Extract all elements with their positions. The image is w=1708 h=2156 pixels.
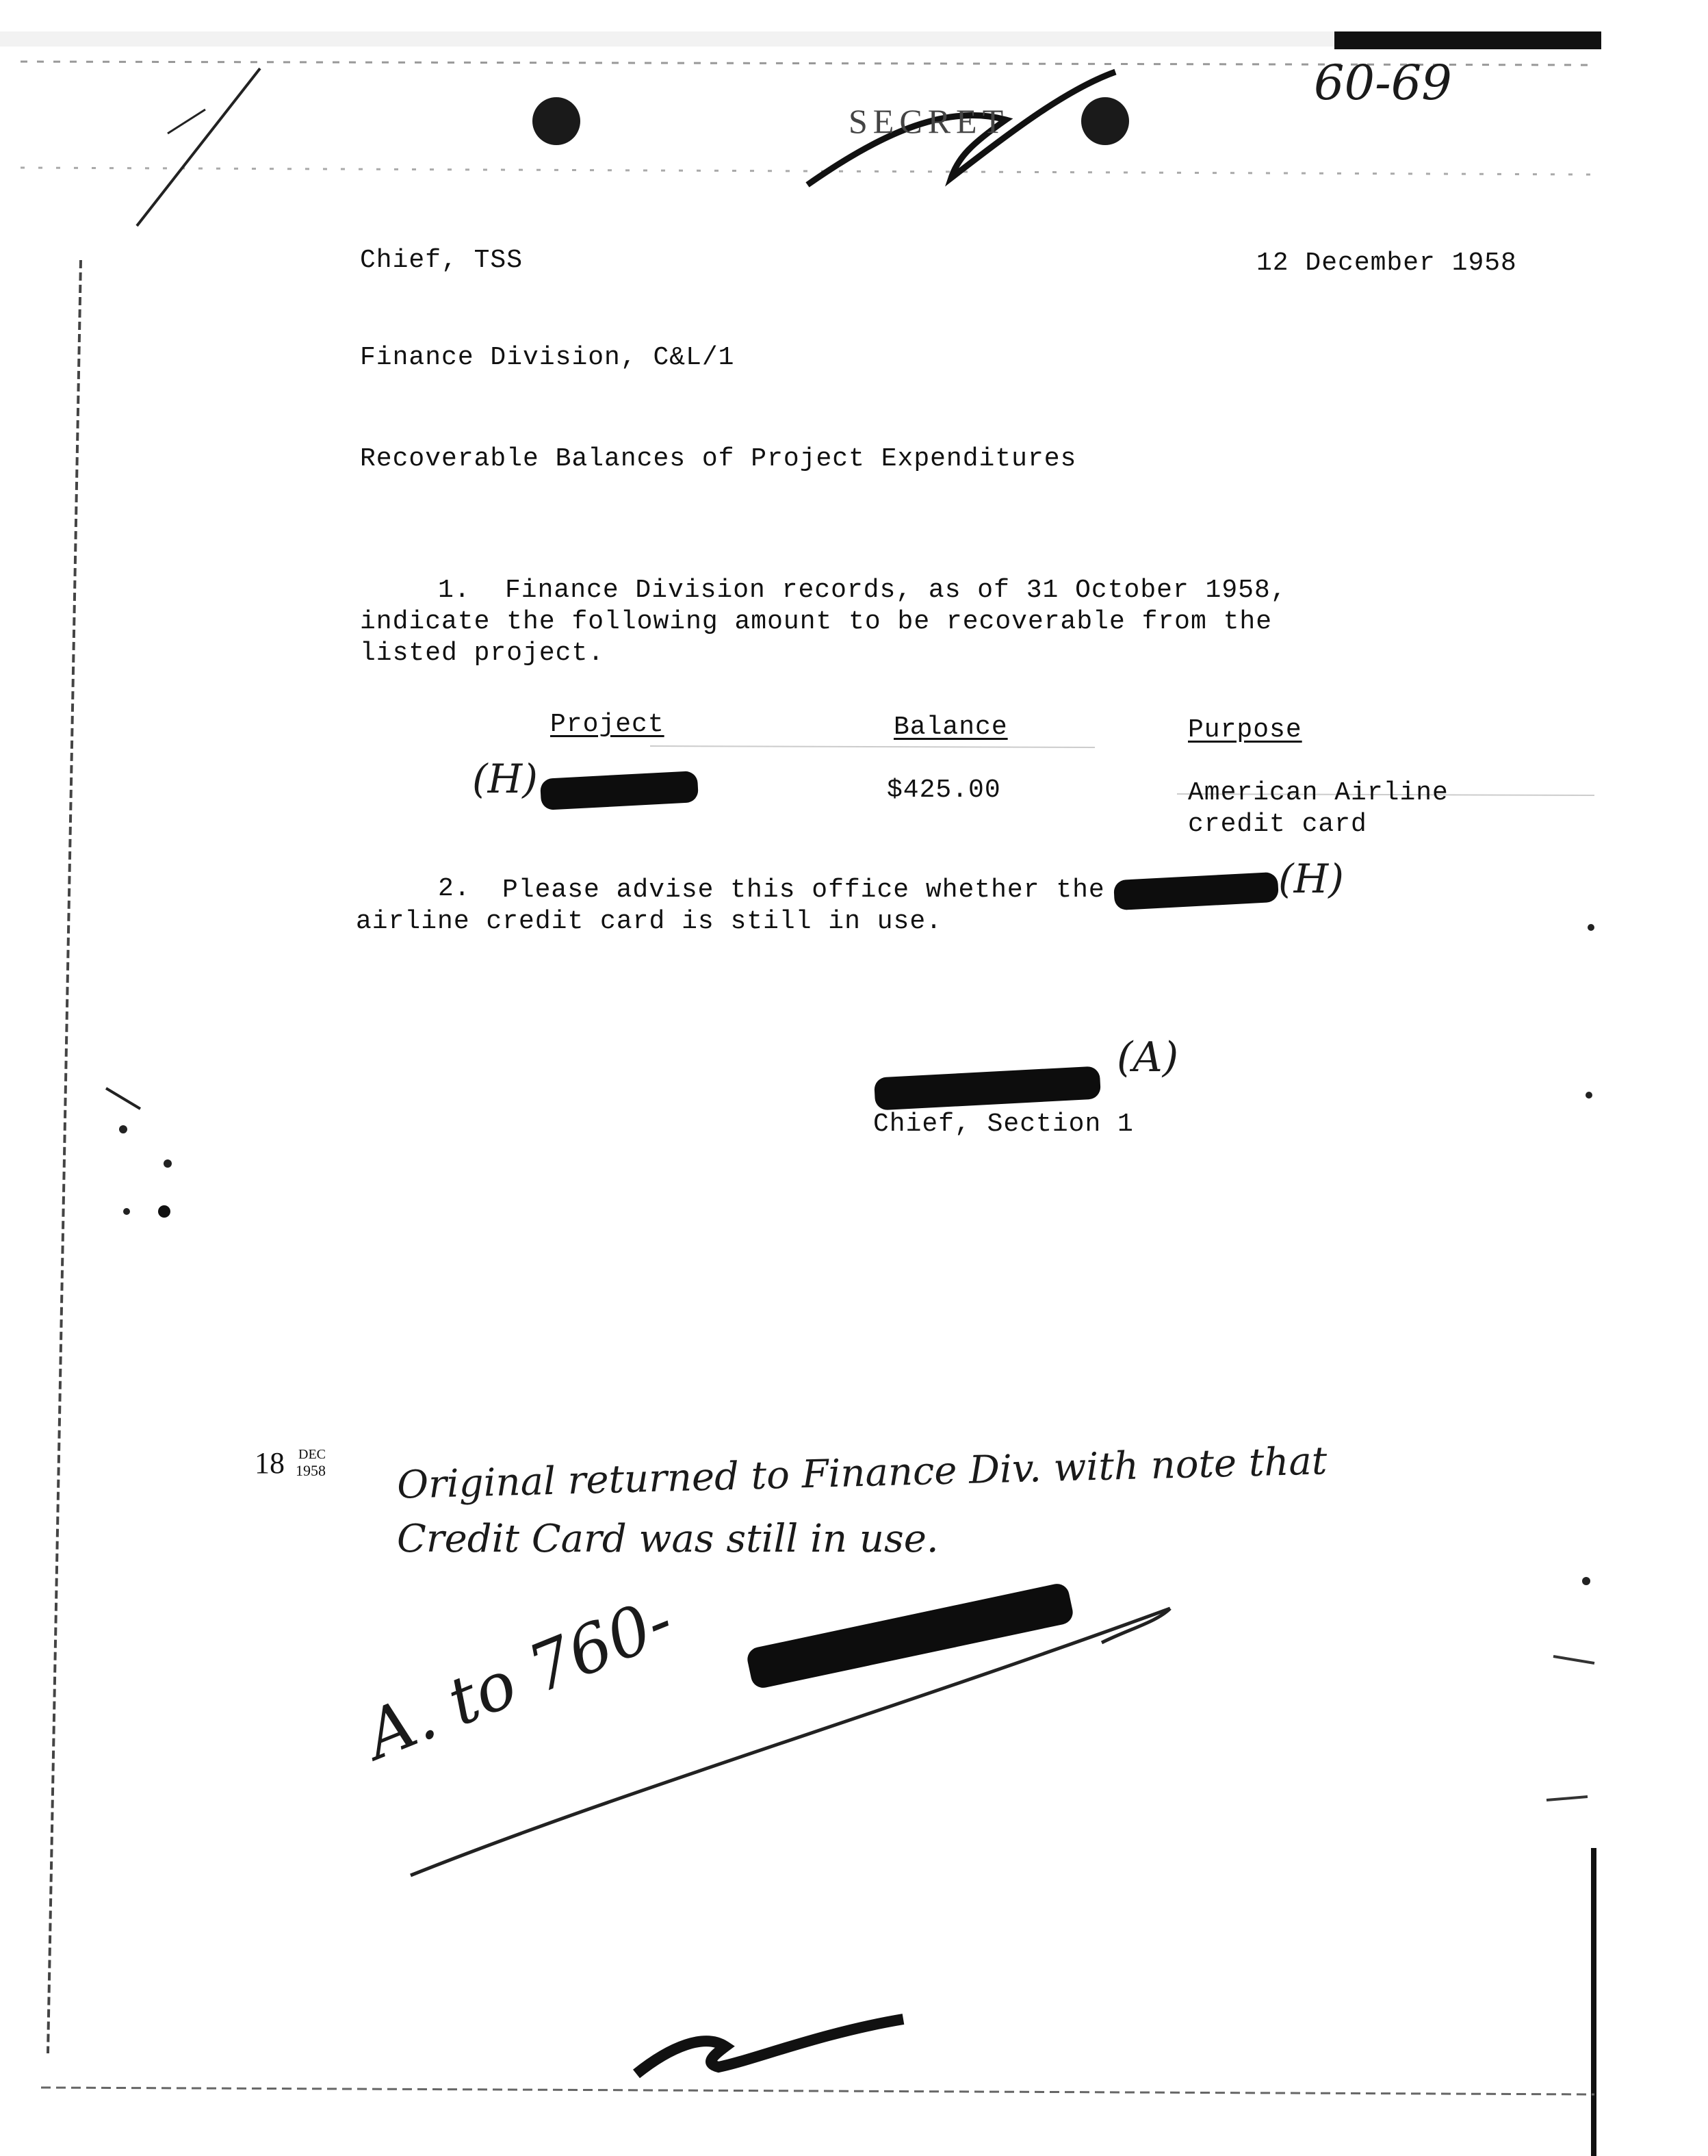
project-exemption-mark: (H) (472, 756, 538, 802)
para2-line2: airline credit card is still in use. (356, 907, 942, 936)
punch-hole-right (1081, 97, 1129, 145)
memo-date: 12 December 1958 (1256, 248, 1517, 278)
project-purpose-line1: American Airline (1188, 778, 1449, 808)
routing-date-month: DEC (298, 1447, 326, 1462)
routing-date-day: 18 (255, 1446, 285, 1480)
memo-to: Chief, TSS (360, 246, 523, 275)
para1-line1: Finance Division records, as of 31 October 1958, (505, 576, 1287, 605)
para1-line2: indicate the following amount to be recoverable from the (360, 607, 1273, 637)
project-purpose-line2: credit card (1188, 810, 1367, 839)
para2-number: 2. (438, 874, 471, 903)
routing-date-year: 1958 (296, 1462, 326, 1479)
punch-hole-left (532, 97, 580, 145)
project-balance: $425.00 (887, 775, 1001, 805)
routing-note-line2: Credit Card was still in use. (397, 1517, 939, 1561)
table-header-project: Project (550, 710, 664, 739)
memo-subject: Recoverable Balances of Project Expenditures (360, 444, 1077, 474)
routing-note-line1: Original returned to Finance Div. with note that (396, 1439, 1328, 1508)
para1-number: 1. (438, 576, 471, 605)
routing-reference: A. to 760- (354, 1581, 684, 1774)
para2-line1: Please advise this office whether the (502, 875, 1105, 905)
table-header-balance: Balance (894, 713, 1008, 742)
signature-title: Chief, Section 1 (873, 1109, 1134, 1139)
classification-stamp: SECRET (849, 102, 1009, 140)
file-number: 60-69 (1314, 55, 1452, 111)
para1-line3: listed project. (360, 639, 605, 668)
para2-exemption-mark: (H) (1278, 856, 1344, 902)
memo-from: Finance Division, C&L/1 (360, 343, 735, 372)
table-header-purpose: Purpose (1188, 715, 1302, 745)
signature-exemption-mark: (A) (1117, 1034, 1179, 1081)
